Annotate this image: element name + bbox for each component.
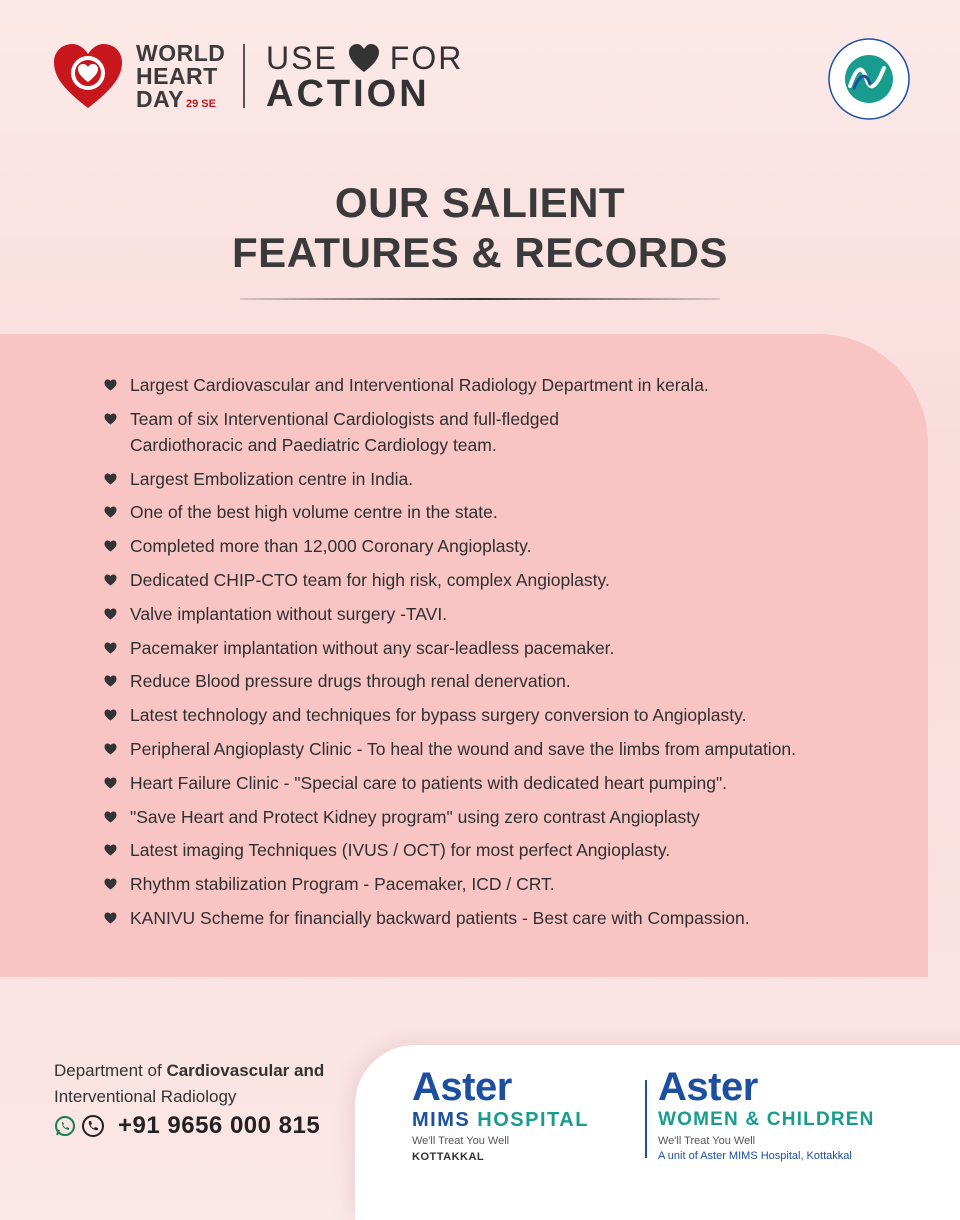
list-item: Pacemaker implantation without any scar-leadless pacemaker. [104,635,904,661]
list-item: Completed more than 12,000 Coronary Angioplasty. [104,533,904,559]
brand2-tagline: We'll Treat You Well [658,1135,756,1147]
list-item: Valve implantation without surgery -TAVI. [104,601,904,627]
heart-bullet-icon [104,709,117,721]
campaign-word-action: ACTION [266,73,430,115]
heart-bullet-icon [104,608,117,620]
brand2-name: Aster [658,1065,758,1109]
campaign-word-for: FOR [389,40,464,76]
contact-phone[interactable] [54,1112,320,1140]
dept-prefix: Department of [54,1061,167,1080]
page-title [0,178,960,278]
heart-bullet-icon [104,473,117,485]
campaign-word-use: USE [266,40,338,76]
heart-bullet-icon [104,506,117,518]
wh-word-2: HEART [136,63,218,89]
date-suffix: 29 SE [185,98,216,110]
list-item: Rhythm stabilization Program - Pacemaker, ICD / CRT. [104,871,904,897]
brand1-sub-hospital: HOSPITAL [477,1109,589,1131]
heart-bullet-icon [104,878,117,890]
campaign-slogan [266,40,464,115]
dept-line-2: Interventional Radiology [54,1087,237,1106]
brand1-sub-mims: MIMS [412,1109,471,1131]
brand2-sub: WOMEN & CHILDREN [658,1109,875,1130]
features-list [104,372,904,939]
title-underline [240,298,720,300]
heart-icon [348,43,380,73]
heart-bullet-icon [104,743,117,755]
list-item: Largest Cardiovascular and Interventional Radiology Department in kerala. [104,372,904,398]
world-heart-day-text [136,42,225,116]
list-item: Team of six Interventional Cardiologists and full-fledged Cardiothoracic and Paediatric Cardiology team. [104,406,904,458]
heart-bullet-icon [104,675,117,687]
heart-bullet-icon [104,777,117,789]
brand1-city: KOTTAKKAL [412,1151,485,1163]
world-heart-day-logo-icon [52,42,124,110]
list-item: One of the best high volume centre in the state. [104,499,904,525]
heart-bullet-icon [104,844,117,856]
list-item: Latest imaging Techniques (IVUS / OCT) for most perfect Angioplasty. [104,837,904,863]
brand2-unit: A unit of Aster MIMS Hospital, Kottakkal [658,1150,852,1162]
list-item: "Save Heart and Protect Kidney program" using zero contrast Angioplasty [104,804,904,830]
header [0,0,960,140]
aster-dm-healthcare-badge-icon [828,38,910,120]
aster-women-children-logo [658,1065,875,1162]
heart-bullet-icon [104,574,117,586]
header-divider [243,44,245,108]
list-item: KANIVU Scheme for financially backward patients - Best care with Compassion. [104,905,904,931]
brand1-name: Aster [412,1065,512,1109]
wh-word-3: DAY [136,86,184,112]
wh-word-1: WORLD [136,40,226,66]
phone-icon[interactable] [82,1115,104,1137]
title-line-1: OUR SALIENT [334,179,626,226]
aster-mims-logo [412,1065,589,1163]
heart-bullet-icon [104,642,117,654]
phone-number[interactable]: +91 9656 000 815 [118,1112,321,1139]
heart-bullet-icon [104,379,117,391]
brand-divider [645,1080,647,1158]
title-line-2: FEATURES & RECORDS [232,229,728,276]
brand1-tagline: We'll Treat You Well [412,1135,510,1147]
list-item: Latest technology and techniques for bypass surgery conversion to Angioplasty. [104,702,904,728]
heart-bullet-icon [104,413,117,425]
heart-bullet-icon [104,811,117,823]
heart-bullet-icon [104,912,117,924]
list-item: Heart Failure Clinic - "Special care to patients with dedicated heart pumping". [104,770,904,796]
list-item: Dedicated CHIP-CTO team for high risk, complex Angioplasty. [104,567,904,593]
list-item: Reduce Blood pressure drugs through renal denervation. [104,668,904,694]
heart-bullet-icon [104,540,117,552]
whatsapp-icon[interactable] [54,1115,76,1137]
list-item: Largest Embolization centre in India. [104,466,904,492]
dept-name-bold: Cardiovascular and [166,1061,325,1080]
list-item: Peripheral Angioplasty Clinic - To heal the wound and save the limbs from amputation. [104,736,904,762]
department-info [54,1058,324,1110]
